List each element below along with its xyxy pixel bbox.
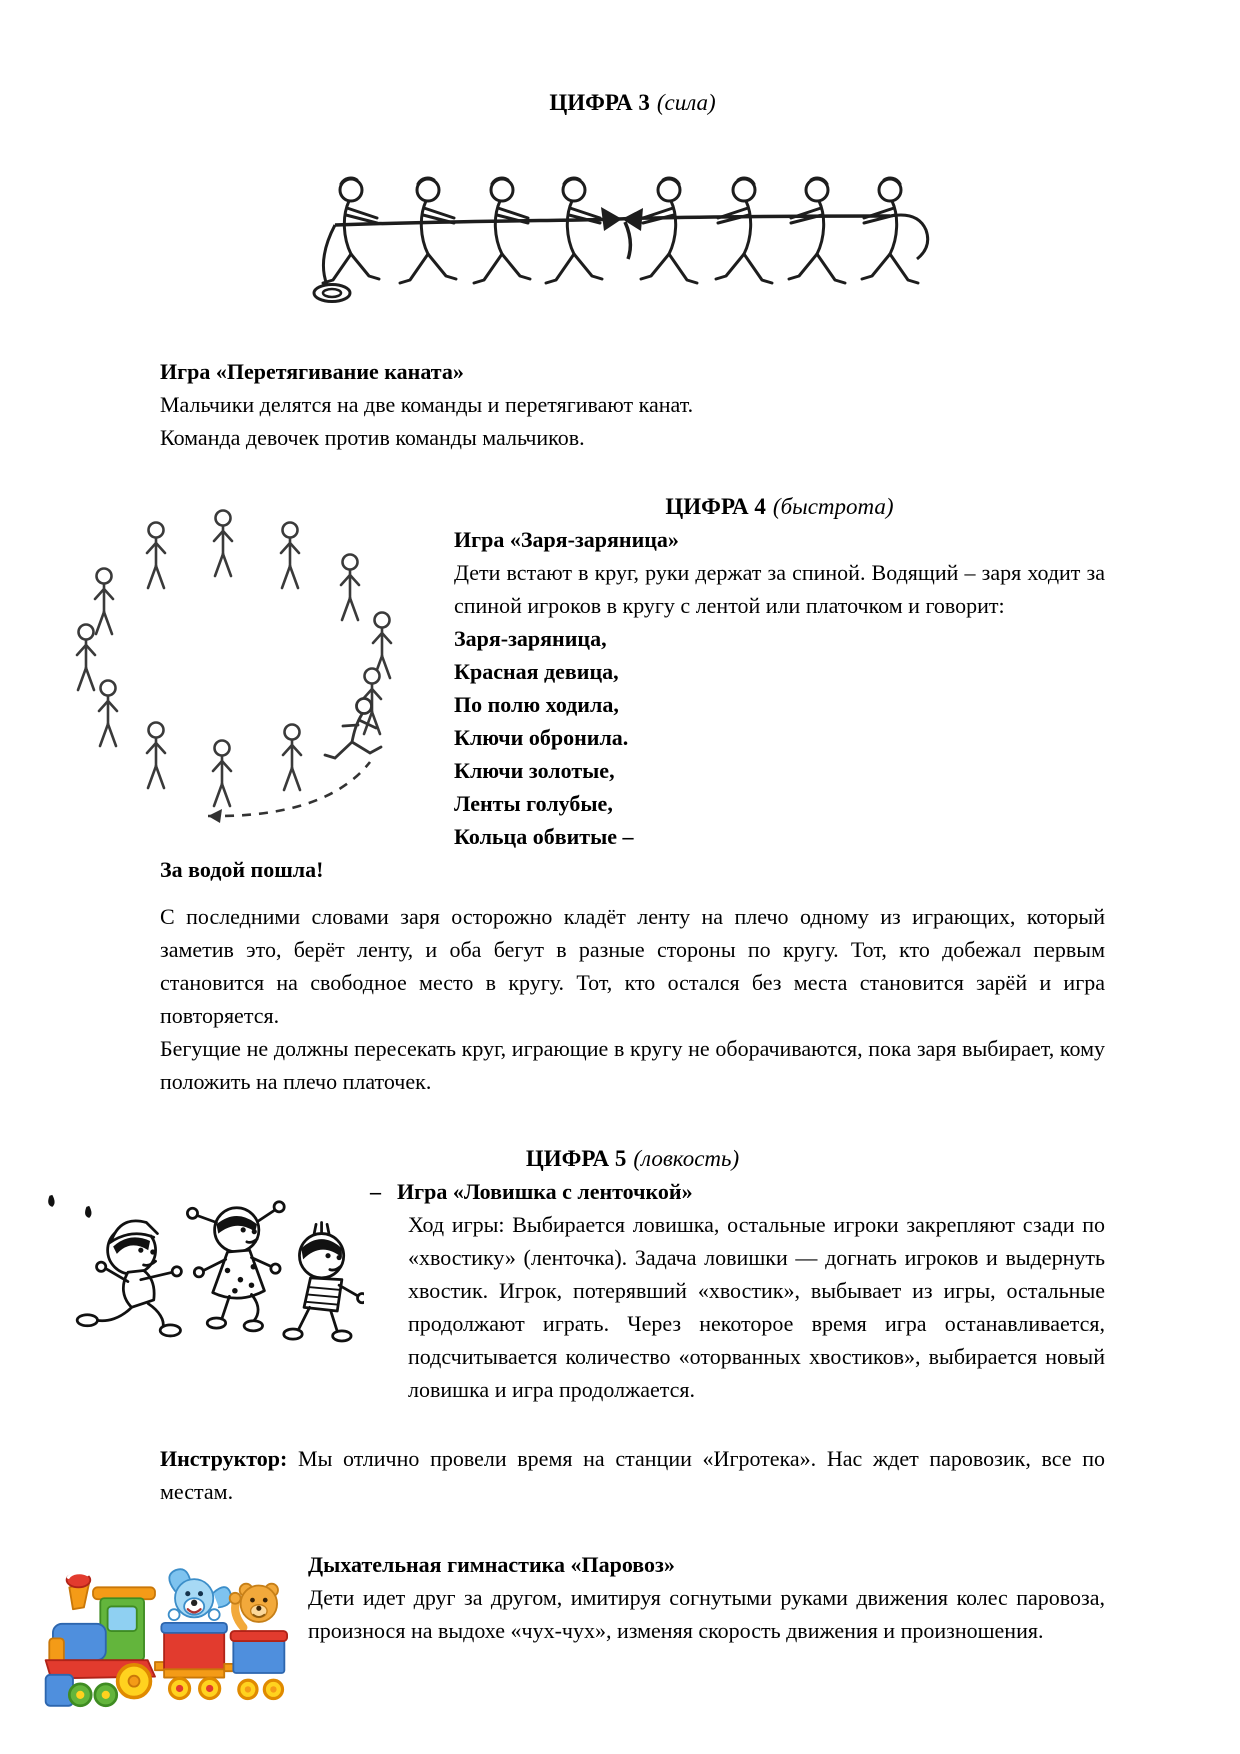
verse-line-continued: Кольца обвитые – — [454, 824, 634, 849]
cifra3-line2: Команда девочек против команды мальчиков. — [160, 425, 585, 450]
cifra5-title-note: (ловкость) — [633, 1146, 740, 1171]
verse-line-continued: За водой пошла! — [160, 857, 324, 882]
cifra5-title — [160, 1142, 1105, 1175]
game-title-lovishka: Игра «Ловишка с ленточкой» — [397, 1179, 693, 1204]
tug-of-war-illustration — [240, 129, 980, 321]
instructor-label: Инструктор: — [160, 1446, 288, 1471]
cifra5-title-text: ЦИФРА 5 — [525, 1146, 627, 1171]
verse-line: Ключи золотые, — [454, 758, 615, 783]
breathing-title: Дыхательная гимнастика «Паровоз» — [308, 1552, 675, 1577]
toy-train-illustration — [42, 1548, 288, 1736]
zarya-intro: Дети встают в круг, руки держат за спиной. Водящий – заря ходит за спиной игроков в кругу с лентой или платочком и говорит: — [454, 560, 1105, 618]
section-breathing — [160, 1548, 1105, 1647]
game-title-peretyagivanie: Игра «Перетягивание каната» — [160, 359, 464, 384]
cifra3-title-text: ЦИФРА 3 — [549, 90, 650, 115]
running-children-illustration — [32, 1175, 364, 1390]
breathing-para: Дети идет друг за другом, имитируя согнутыми руками движения колес паровоза, произнося на выдохе «чух-чух», изменяя скорость движения и произношения. — [308, 1585, 1105, 1643]
verse-line: Заря-заряница, — [454, 626, 607, 651]
game-title-zarya: Игра «Заря-заряница» — [454, 527, 679, 552]
section-cifra3 — [160, 86, 1105, 454]
section-cifra4 — [160, 490, 1105, 1098]
cifra4-title-note: (быстрота) — [772, 494, 894, 519]
instructor-text: Мы отлично провели время на станции «Игротека». Нас ждет паровозик, все по местам. — [160, 1446, 1105, 1504]
cifra4-title-text: ЦИФРА 4 — [665, 494, 766, 519]
dash-bullet: – — [370, 1179, 381, 1204]
verse-line: По полю ходила, — [454, 692, 619, 717]
verse-line: Ленты голубые, — [454, 791, 613, 816]
verse-line: Красная девица, — [454, 659, 619, 684]
instructor-para — [160, 1442, 1105, 1508]
zarya-para-2: Бегущие не должны пересекать круг, играющие в кругу не оборачиваются, пока заря выбирает, кому положить на плечо платочек. — [160, 1036, 1105, 1094]
verse-line: Ключи обронила. — [454, 725, 629, 750]
cifra3-line1: Мальчики делятся на две команды и перетягивают канат. — [160, 392, 694, 417]
cifra3-title — [160, 86, 1105, 119]
lovishka-para: Ход игры: Выбирается ловишка, остальные игроки закрепляют сзади по «хвостику» (ленточка). Задача ловишки — догнать игроков и выдернуть хвостик. Игрок, потерявший «хвостик», выбывает из игры, остальные продолжают играть. Через некоторое время игра останавливается, подсчитывается количество «оторванных хвостиков», выбирается новый ловишка и игра продолжается. — [408, 1212, 1105, 1402]
cifra3-title-note: (сила) — [656, 90, 716, 115]
zarya-para-1: С последними словами заря осторожно кладёт ленту на плечо одному из играющих, который заметив это, берёт ленту, и оба бегут в разные стороны по кругу. Тот, кто добежал первым становится на свободное место в кругу. Тот, кто остался без места становится зарёй и игра повторяется. — [160, 904, 1105, 1028]
section-cifra5 — [160, 1175, 1105, 1406]
circle-game-illustration — [58, 490, 430, 838]
